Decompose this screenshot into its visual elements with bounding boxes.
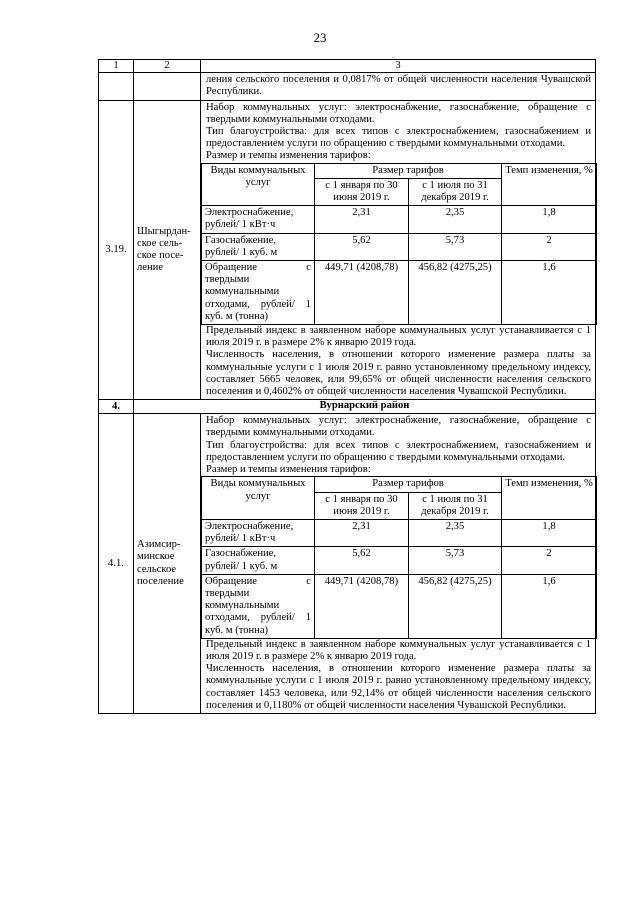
district-name: Вурнарский район [134,400,596,414]
improvement-text: Тип благоустройства: для всех типов с электроснабжением, газоснабжением и предоставлением услуги по обращению с твердыми коммунальными отходами. [206,439,591,463]
tariff-table [98,59,596,714]
district-row [99,400,596,414]
tariff-header-period1: с 1 января по 30 июня 2019 г. [315,178,409,205]
section-row [99,100,596,400]
tariff-header-services: Виды коммунальных услуг [202,477,315,520]
column-header-3: 3 [201,60,596,73]
section-content [201,100,596,400]
tariff-header-services: Виды коммунальных услуг [202,163,315,206]
population-text: Численность населения, в отношении которого изменение размера платы за коммунальные услуги с 1 июля 2019 г. равно установленному предельному индексу, составляет 1453 человека, или 92,14% от общей численности населения сельского поселения и 0,1180% от общей численности населения Чувашской Республики. [206,663,591,711]
tariff-header-rate: Темп изменения, % [502,477,597,520]
municipality-name: Шыгырдан- ское сель- ское посе- ление [134,100,201,400]
continuation-text: ления сельского поселения и 0,0817% от общей численности населения Чувашской Республики. [206,74,591,98]
improvement-text: Тип благоустройства: для всех типов с электроснабжением, газоснабжением и предоставлением услуги по обращению с твердыми коммунальными отходами. [206,126,591,150]
limit-index-text: Предельный индекс в заявленном наборе коммунальных услуг устанавливается с 1 июля 2019 г. в размере 2% к январю 2019 года. [206,638,591,662]
section-content [201,414,596,714]
tariff-header-period1: с 1 января по 30 июня 2019 г. [315,492,409,519]
tariff-row: Электроснабжение, рублей/ 1 кВт·ч 2,31 2,35 1,8 [202,206,597,233]
tariff-subtable [201,163,597,325]
column-header-1: 1 [99,60,134,73]
tariff-row: Обращение с твердыми коммунальными отходами, рублей/ 1 куб. м (тонна) 449,71 (4208,78) 456,82 (4275,25) 1,6 [202,574,597,638]
continuation-row [99,73,596,100]
population-text: Численность населения, в отношении которого изменение размера платы за коммунальные услуги с 1 июля 2019 г. равно установленному предельному индексу, составляет 5665 человек, или 99,65% от общей численности населения сельского поселения и 0,4602% от общей численности населения Чувашской Республики. [206,349,591,398]
tariff-header-rate: Темп изменения, % [502,163,597,206]
limit-index-text: Предельный индекс в заявленном наборе коммунальных услуг устанавливается с 1 июля 2019 г. в размере 2% к январю 2019 года. [206,325,591,349]
tariff-header-period2: с 1 июля по 31 декабря 2019 г. [409,178,502,205]
services-text: Набор коммунальных услуг: электроснабжение, газоснабжение, обращение с твердыми коммунальными отходами. [206,415,591,439]
section-number: 3.19. [99,100,134,400]
section-row [99,414,596,714]
tariff-header-period2: с 1 июля по 31 декабря 2019 г. [409,492,502,519]
services-text: Набор коммунальных услуг: электроснабжение, газоснабжение, обращение с твердыми коммунальными отходами. [206,101,591,125]
tariff-caption: Размер и темпы изменения тарифов: [206,464,371,476]
column-header-row [99,60,596,73]
page-number: 23 [313,30,327,45]
tariff-header-size: Размер тарифов [315,477,502,492]
tariff-row: Газоснабжение, рублей/ 1 куб. м 5,62 5,73 2 [202,547,597,574]
tariff-header-size: Размер тарифов [315,163,502,178]
municipality-name: Азимсир- минское сельское поселение [134,414,201,714]
district-number: 4. [99,400,134,414]
column-header-2: 2 [134,60,201,73]
section-number: 4.1. [99,414,134,714]
tariff-row: Обращение с твердыми коммунальными отходами, рублей/ 1 куб. м (тонна) 449,71 (4208,78) 456,82 (4275,25) 1,6 [202,261,597,325]
tariff-caption: Размер и темпы изменения тарифов: [206,150,371,162]
tariff-row: Газоснабжение, рублей/ 1 куб. м 5,62 5,73 2 [202,233,597,260]
tariff-subtable [201,476,597,638]
tariff-row: Электроснабжение, рублей/ 1 кВт·ч 2,31 2,35 1,8 [202,519,597,546]
